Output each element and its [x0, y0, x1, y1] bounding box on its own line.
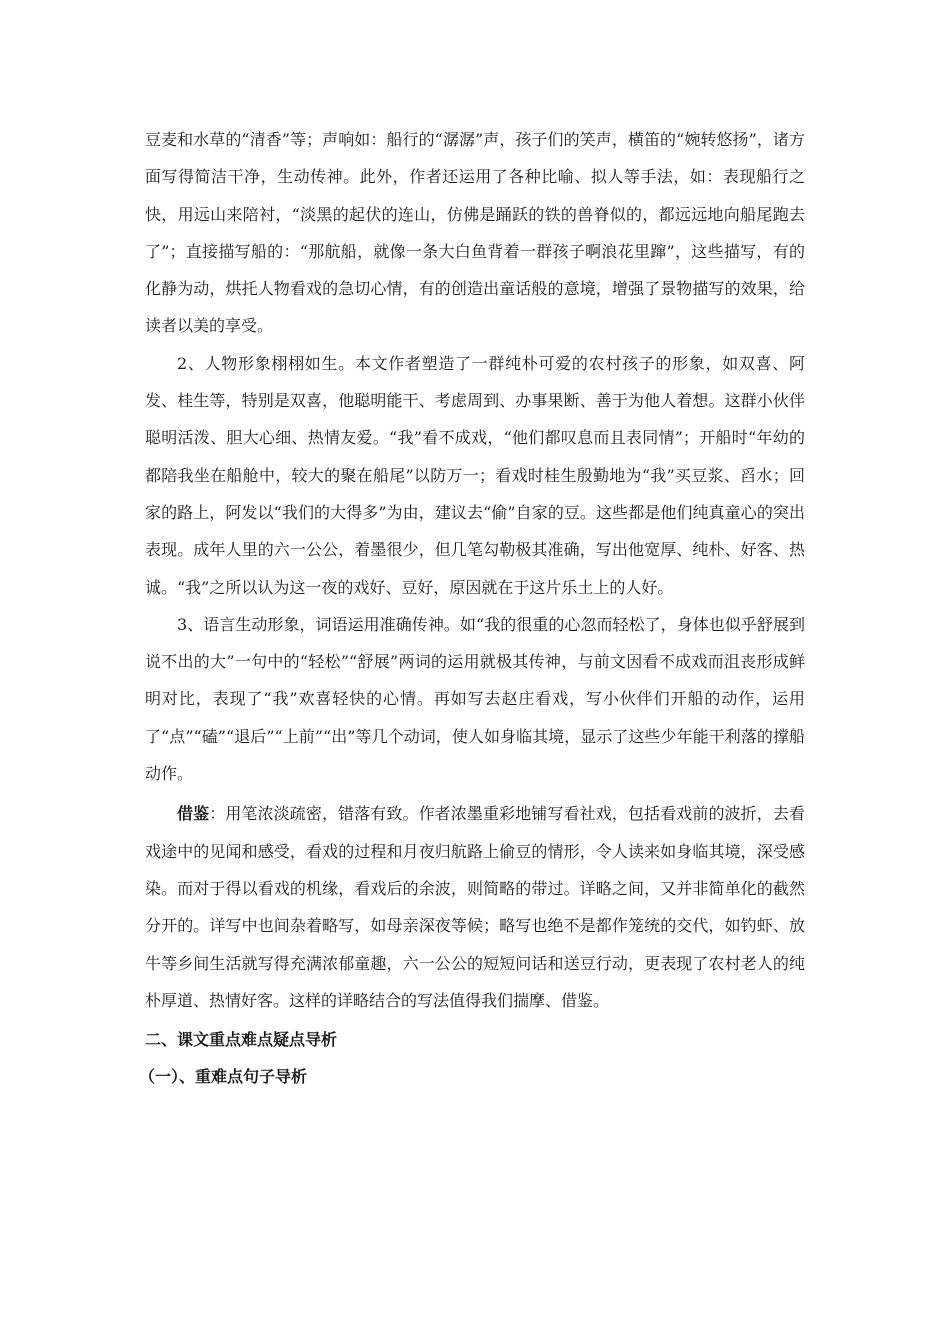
reference-text: ：用笔浓淡疏密，错落有致。作者浓墨重彩地铺写看社戏，包括看戏前的波折，去看戏途中的见闻和感受，看戏的过程和月夜归航路上偷豆的情形，令人读来如身临其境，深受感染。而对于得以看戏的机缘，看戏后的余波，则简略的带过。详略之间，又并非简单化的截然分开的。详写中也间杂着略写，如母亲深夜等候；略写也绝不是都作笼统的交代，如钓虾、放牛等乡间生活就写得充满浓郁童趣，六一公公的短短问话和送豆行动，更表现了农村老人的纯朴厚道、热情好客。这样的详略结合的写法值得我们揣摩、借鉴。 — [145, 804, 805, 1010]
paragraph-reference — [145, 795, 805, 1019]
section-heading: 二、课文重点难点疑点导析 — [145, 1030, 338, 1050]
paragraph-characters: 2、人物形象栩栩如生。本文作者塑造了一群纯朴可爱的农村孩子的形象，如双喜、阿发、桂生等，特别是双喜，他聪明能干、考虑周到、办事果断、善于为他人着想。这群小伙伴聪明活泼、胆大心细、热情友爱。“我”看不成戏，“他们都叹息而且表同情”；开船时“年幼的都陪我坐在船舱中，较大的聚在船尾”以防万一；看戏时桂生殷勤地为“我”买豆浆、舀水；回家的路上，阿发以“我们的大得多”为由，建议去“偷”自家的豆。这些都是他们纯真童心的突出表现。成年人里的六一公公，着墨很少，但几笔勾勒极其准确，写出他宽厚、纯朴、好客、热诚。“我”之所以认为这一夜的戏好、豆好，原因就在于这片乐土上的人好。 — [145, 353, 805, 597]
paragraph-language: 3、语言生动形象，词语运用准确传神。如“我的很重的心忽而轻松了，身体也似乎舒展到说不出的大”一句中的“轻松”“舒展”两词的运用就极其传神，与前文因看不成戏而沮丧形成鲜明对比，表现了“我”欢喜轻快的心情。再如写去赵庄看戏，写小伙伴们开船的动作，运用了“点”“磕”“退后”“上前”“出”等几个动词，使人如身临其境，显示了这些少年能干利落的撑船动作。 — [145, 614, 805, 784]
document-body — [139, 121, 805, 1096]
paragraph-scenery-continued: 豆麦和水草的“清香”等；声响如：船行的“潺潺”声，孩子们的笑声，横笛的“婉转悠扬”，诸方面写得简洁干净，生动传神。此外，作者还运用了各种比喻、拟人等手法，如：表现船行之快，用远山来陪衬，“淡黑的起伏的连山，仿佛是踊跃的铁的兽脊似的，都远远地向船尾跑去了”；直接描写船的：“那航船，就像一条大白鱼背着一群孩子啊浪花里蹿”，这些描写，有的化静为动，烘托人物看戏的急切心情，有的创造出童话般的意境，增强了景物描写的效果，给读者以美的享受。 — [145, 130, 805, 336]
subsection-heading: （一）、重难点句子导析 — [139, 1067, 308, 1087]
reference-label: 借鉴 — [177, 804, 210, 824]
